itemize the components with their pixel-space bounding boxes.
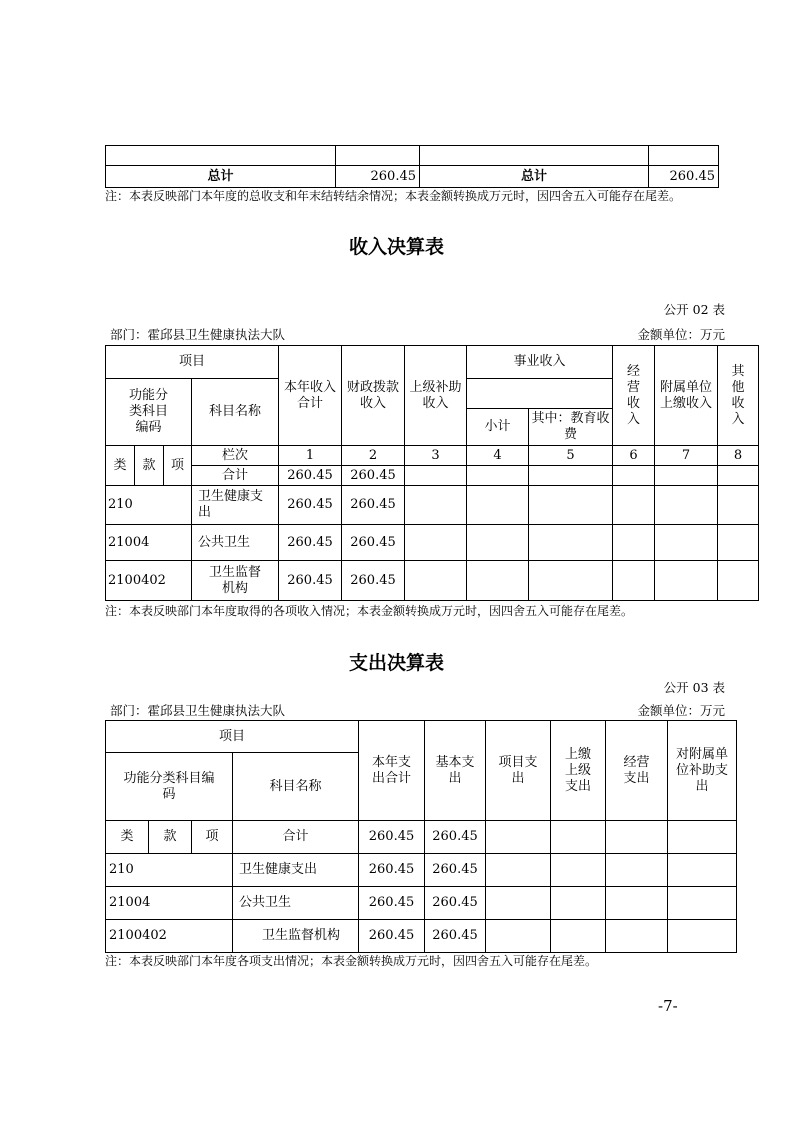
income-header-lanci: 栏次 bbox=[192, 446, 279, 466]
row-code: 21004 bbox=[106, 525, 192, 561]
page-number: -7- bbox=[658, 997, 678, 1015]
income-table bbox=[105, 345, 759, 601]
income-header-business: 事业收入 bbox=[467, 346, 613, 379]
income-header-subject-name: 科目名称 bbox=[192, 379, 279, 446]
summary-note: 注：本表反映部门本年度的总收支和年末结转结余情况；本表金额转换成万元时，因四舍五入可能存在尾差。 bbox=[105, 189, 682, 203]
income-header-kuan: 款 bbox=[135, 446, 164, 486]
col-num: 2 bbox=[342, 446, 405, 466]
total-label-left: 总计 bbox=[106, 166, 336, 188]
income-total-label: 合计 bbox=[192, 466, 279, 486]
expense-header-xiang: 项 bbox=[192, 821, 233, 854]
income-header-lei: 类 bbox=[106, 446, 135, 486]
row-code: 21004 bbox=[106, 887, 233, 920]
expense-header-lei: 类 bbox=[106, 821, 149, 854]
income-total-value: 260.45 bbox=[279, 466, 342, 486]
income-header-other: 其他收入 bbox=[718, 346, 759, 446]
table-row bbox=[106, 887, 737, 920]
row-basic: 260.45 bbox=[425, 887, 486, 920]
row-code: 2100402 bbox=[106, 561, 192, 601]
expense-total-basic: 260.45 bbox=[425, 821, 486, 854]
row-total: 260.45 bbox=[279, 561, 342, 601]
income-title: 收入决算表 bbox=[348, 236, 444, 258]
col-num: 6 bbox=[613, 446, 655, 466]
income-header-xiang: 项 bbox=[164, 446, 192, 486]
expense-table-code: 公开 03 表 bbox=[663, 680, 725, 695]
table-row bbox=[106, 920, 737, 953]
row-name: 卫生监督机构 bbox=[233, 920, 359, 953]
expense-header-operating: 经营支出 bbox=[606, 721, 668, 821]
income-department: 部门：霍邱县卫生健康执法大队 bbox=[110, 327, 286, 342]
total-value-left: 260.45 bbox=[336, 166, 420, 188]
col-num: 4 bbox=[467, 446, 529, 466]
col-num: 5 bbox=[529, 446, 613, 466]
income-header-affiliated: 附属单位上缴收入 bbox=[655, 346, 718, 446]
row-code: 210 bbox=[106, 486, 192, 525]
row-total: 260.45 bbox=[359, 887, 425, 920]
row-fiscal: 260.45 bbox=[342, 525, 405, 561]
income-header-fiscal: 财政拨款收入 bbox=[342, 346, 405, 446]
income-header-subtotal: 小计 bbox=[467, 409, 529, 446]
expense-header-heji: 合计 bbox=[233, 821, 359, 854]
expense-note: 注：本表反映部门本年度各项支出情况；本表金额转换成万元时，因四舍五入可能存在尾差。 bbox=[105, 954, 598, 968]
expense-header-basic: 基本支出 bbox=[425, 721, 486, 821]
income-header-func-code: 功能分类科目编码 bbox=[106, 379, 192, 446]
col-num: 8 bbox=[718, 446, 759, 466]
income-header-edu: 其中：教育收费 bbox=[529, 409, 613, 446]
row-code: 210 bbox=[106, 854, 233, 887]
expense-header-project: 项目支出 bbox=[486, 721, 551, 821]
row-total: 260.45 bbox=[359, 920, 425, 953]
table-row bbox=[106, 854, 737, 887]
row-code: 2100402 bbox=[106, 920, 233, 953]
row-name: 公共卫生 bbox=[192, 525, 279, 561]
table-row bbox=[106, 561, 759, 601]
row-basic: 260.45 bbox=[425, 854, 486, 887]
expense-unit: 金额单位：万元 bbox=[637, 703, 725, 718]
expense-header-subject-name: 科目名称 bbox=[233, 753, 359, 821]
expense-table bbox=[105, 720, 737, 953]
expense-header-func-code: 功能分类科目编码 bbox=[106, 753, 233, 821]
total-value-right: 260.45 bbox=[649, 166, 719, 188]
income-unit: 金额单位：万元 bbox=[637, 327, 725, 342]
expense-header-kuan: 款 bbox=[149, 821, 192, 854]
col-num: 7 bbox=[655, 446, 718, 466]
expense-total-value: 260.45 bbox=[359, 821, 425, 854]
expense-department: 部门：霍邱县卫生健康执法大队 bbox=[110, 703, 286, 718]
row-basic: 260.45 bbox=[425, 920, 486, 953]
income-header-total: 本年收入合计 bbox=[279, 346, 342, 446]
row-fiscal: 260.45 bbox=[342, 486, 405, 525]
expense-header-subsidy: 对附属单位补助支出 bbox=[668, 721, 737, 821]
table-row bbox=[106, 525, 759, 561]
row-total: 260.45 bbox=[279, 486, 342, 525]
row-name: 卫生监督机构 bbox=[192, 561, 279, 601]
expense-header-item: 项目 bbox=[106, 721, 359, 753]
income-header-item: 项目 bbox=[106, 346, 279, 379]
income-header-superior: 上级补助收入 bbox=[405, 346, 467, 446]
row-fiscal: 260.45 bbox=[342, 561, 405, 601]
income-note: 注：本表反映部门本年度取得的各项收入情况；本表金额转换成万元时，因四舍五入可能存在尾差。 bbox=[105, 604, 634, 618]
col-num: 1 bbox=[279, 446, 342, 466]
col-num: 3 bbox=[405, 446, 467, 466]
income-table-code: 公开 02 表 bbox=[663, 302, 725, 317]
row-name: 卫生健康支出 bbox=[192, 486, 279, 525]
expense-title: 支出决算表 bbox=[348, 652, 444, 674]
table-row bbox=[106, 486, 759, 525]
expense-header-remit: 上缴上级支出 bbox=[551, 721, 606, 821]
row-total: 260.45 bbox=[279, 525, 342, 561]
income-total-fiscal: 260.45 bbox=[342, 466, 405, 486]
row-name: 卫生健康支出 bbox=[233, 854, 359, 887]
total-label-right: 总计 bbox=[420, 166, 649, 188]
income-header-operating: 经营收入 bbox=[613, 346, 655, 446]
summary-table bbox=[105, 145, 719, 188]
row-total: 260.45 bbox=[359, 854, 425, 887]
expense-header-total: 本年支出合计 bbox=[359, 721, 425, 821]
row-name: 公共卫生 bbox=[233, 887, 359, 920]
